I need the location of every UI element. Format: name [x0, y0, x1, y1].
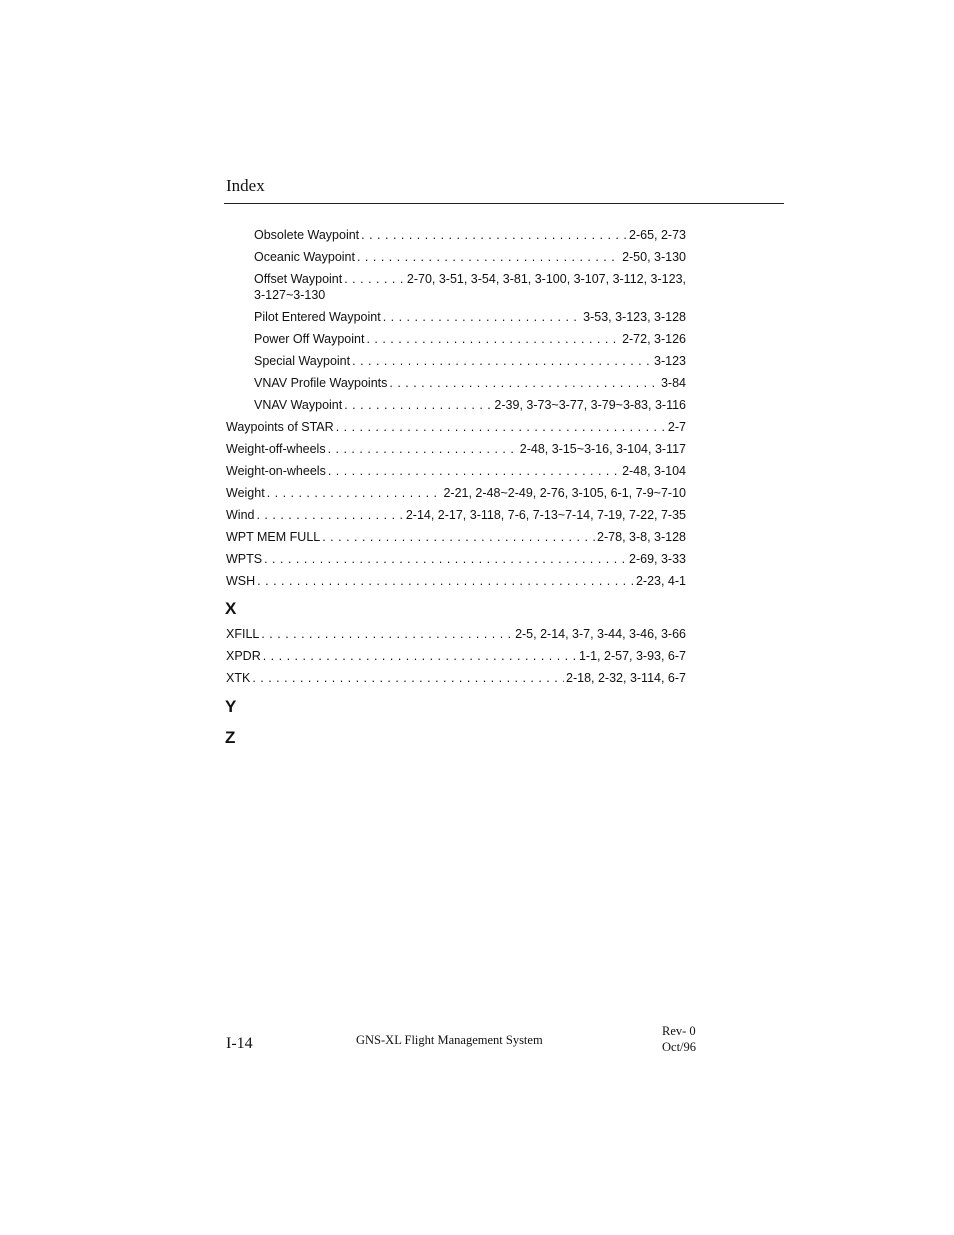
dot-leader	[322, 530, 595, 545]
dot-leader	[336, 420, 666, 435]
dot-leader	[366, 332, 620, 347]
dot-leader	[344, 272, 405, 287]
entry-term: WSH	[226, 574, 256, 588]
entry-pages: 2-23, 4-1	[635, 574, 686, 588]
index-entry	[226, 420, 686, 435]
index-entry	[254, 376, 686, 391]
section-title: Index	[226, 176, 265, 195]
dot-leader	[357, 250, 620, 265]
entry-pages: 2-14, 2-17, 3-118, 7-6, 7-13~7-14, 7-19, 7-22, 7-35	[405, 508, 686, 522]
entry-term: Wind	[226, 508, 255, 522]
entry-pages: 2-72, 3-126	[622, 332, 686, 346]
entry-pages: 3-84	[660, 376, 686, 390]
entry-term: Obsolete Waypoint	[254, 228, 360, 242]
dot-leader	[383, 310, 581, 325]
entry-term: Pilot Entered Waypoint	[254, 310, 381, 324]
entry-term: Offset Waypoint	[254, 272, 343, 286]
entry-term: Waypoints of STAR	[226, 420, 334, 434]
entry-term: WPT MEM FULL	[226, 530, 321, 544]
index-entry	[226, 649, 686, 664]
entry-term: VNAV Profile Waypoints	[254, 376, 388, 390]
entry-pages: 3-123	[654, 354, 686, 368]
header-rule	[224, 203, 784, 204]
entry-term: XPDR	[226, 649, 261, 663]
index-entry	[226, 574, 686, 589]
dot-leader	[352, 354, 652, 369]
entry-term: Special Waypoint	[254, 354, 351, 368]
section-letter-x: X	[225, 599, 237, 618]
section-letter-z: Z	[225, 728, 236, 747]
index-entry	[226, 530, 686, 545]
index-entry	[254, 354, 686, 369]
entry-pages: 1-1, 2-57, 3-93, 6-7	[578, 649, 686, 663]
entry-term: VNAV Waypoint	[254, 398, 343, 412]
index-entry	[226, 464, 686, 479]
page-number: I-14	[226, 1035, 253, 1052]
entry-term: XTK	[226, 671, 251, 685]
entry-pages: 2-21, 2-48~2-49, 2-76, 3-105, 6-1, 7-9~7-10	[443, 486, 686, 500]
entry-pages: 2-65, 2-73	[629, 228, 686, 242]
entry-term: Weight-on-wheels	[226, 464, 326, 478]
entry-pages: 2-70, 3-51, 3-54, 3-81, 3-100, 3-107, 3-112, 3-123,	[406, 272, 686, 286]
entry-pages: 2-48, 3-104	[622, 464, 686, 478]
dot-leader	[361, 228, 627, 243]
entry-term: Weight	[226, 486, 265, 500]
entry-term: XFILL	[226, 627, 260, 641]
index-entry	[226, 486, 686, 501]
dot-leader	[252, 671, 564, 686]
index-entry	[254, 228, 686, 243]
dot-leader	[264, 552, 627, 567]
entry-pages: 2-78, 3-8, 3-128	[597, 530, 686, 544]
dot-leader	[256, 508, 403, 523]
dot-leader	[328, 464, 620, 479]
entry-pages: 2-5, 2-14, 3-7, 3-44, 3-46, 3-66	[515, 627, 686, 641]
dot-leader	[263, 649, 577, 664]
section-letter-y: Y	[225, 697, 237, 716]
entry-term: Weight-off-wheels	[226, 442, 326, 456]
entry-pages: 2-18, 2-32, 3-114, 6-7	[566, 671, 686, 685]
index-entry	[226, 627, 686, 642]
index-entry	[226, 552, 686, 567]
dot-leader	[261, 627, 513, 642]
index-entry	[254, 272, 686, 287]
index-entry	[254, 250, 686, 265]
entry-pages: 2-7	[667, 420, 686, 434]
index-entry	[226, 442, 686, 457]
entry-pages: 2-50, 3-130	[622, 250, 686, 264]
index-entry	[226, 508, 686, 523]
entry-continuation: 3-127~3-130	[254, 288, 326, 302]
revision-label: Rev- 0	[662, 1024, 696, 1038]
entry-term: Power Off Waypoint	[254, 332, 365, 346]
footer-title: GNS-XL Flight Management System	[356, 1033, 543, 1047]
index-entry	[254, 398, 686, 413]
entry-term: Oceanic Waypoint	[254, 250, 355, 264]
entry-pages: 2-48, 3-15~3-16, 3-104, 3-117	[519, 442, 686, 456]
index-entry	[254, 310, 686, 325]
entry-term: WPTS	[226, 552, 263, 566]
dot-leader	[328, 442, 518, 457]
revision-block	[662, 1023, 696, 1055]
revision-date: Oct/96	[662, 1040, 697, 1054]
entry-pages: 2-39, 3-73~3-77, 3-79~3-83, 3-116	[494, 398, 686, 412]
index-entry	[226, 671, 686, 686]
entry-pages: 3-53, 3-123, 3-128	[583, 310, 686, 324]
entry-pages: 2-69, 3-33	[629, 552, 686, 566]
dot-leader	[389, 376, 659, 391]
dot-leader	[267, 486, 442, 501]
dot-leader	[344, 398, 492, 413]
index-entry	[254, 332, 686, 347]
dot-leader	[257, 574, 634, 589]
